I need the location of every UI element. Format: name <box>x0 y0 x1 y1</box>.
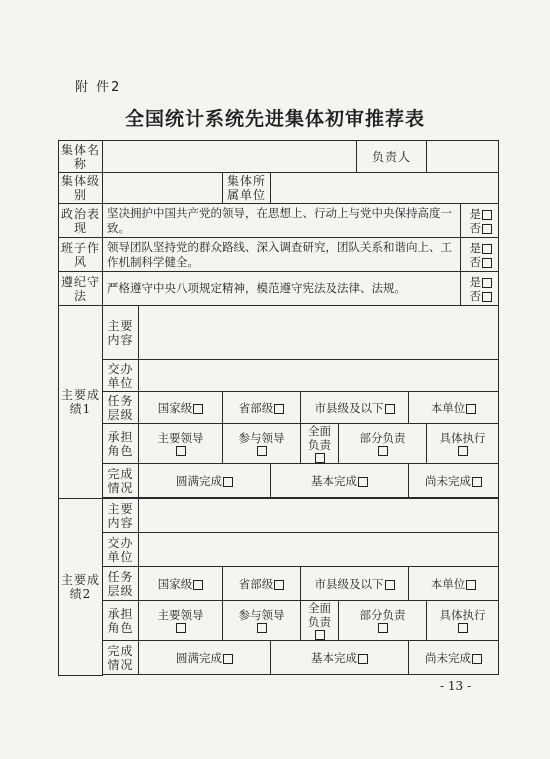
yes-no-checkboxes <box>461 272 499 306</box>
checkbox[interactable] <box>466 404 476 414</box>
achievement-label: 主要成绩2 <box>59 499 103 676</box>
option-label: 部分负责 <box>359 431 406 445</box>
checkbox[interactable] <box>458 623 468 633</box>
role-option[interactable] <box>339 424 427 464</box>
checkbox[interactable] <box>466 580 476 590</box>
checkbox[interactable] <box>193 580 203 590</box>
checkbox[interactable] <box>257 623 267 633</box>
section-label: 遵纪守法 <box>59 272 103 306</box>
option-label: 主要领导 <box>157 608 204 622</box>
assigning-unit-field[interactable] <box>139 360 499 392</box>
checkbox[interactable] <box>385 580 395 590</box>
option-label: 基本完成 <box>311 473 357 488</box>
option-label: 国家级 <box>157 576 193 591</box>
option-label: 具体执行 <box>439 608 486 622</box>
option-label: 具体执行 <box>439 431 486 445</box>
page-number: - 13 - <box>440 679 472 693</box>
collective-name-label: 集体名称 <box>59 141 103 173</box>
checkbox[interactable] <box>482 258 492 268</box>
completion-option[interactable] <box>409 641 499 675</box>
completion-option[interactable] <box>271 464 409 498</box>
task-level-option[interactable] <box>301 567 409 601</box>
role-option[interactable] <box>301 424 339 464</box>
recommendation-form-table <box>58 140 499 676</box>
role-option[interactable] <box>427 424 499 464</box>
main-content-label: 主要内容 <box>103 499 139 533</box>
checkbox[interactable] <box>274 404 284 414</box>
option-label: 国家级 <box>157 400 193 415</box>
yes-no-checkboxes <box>461 238 499 272</box>
yes-no-checkboxes <box>461 204 499 238</box>
collective-level-field[interactable] <box>103 173 223 204</box>
collective-name-field[interactable] <box>103 141 357 173</box>
section-row <box>59 272 499 306</box>
checkbox[interactable] <box>223 477 233 487</box>
checkbox[interactable] <box>472 477 482 487</box>
assigning-unit-label: 交办单位 <box>103 533 139 567</box>
checkbox[interactable] <box>193 404 203 414</box>
completion-option[interactable] <box>409 464 499 498</box>
role-option[interactable] <box>223 601 301 641</box>
checkbox[interactable] <box>315 630 325 640</box>
option-label: 基本完成 <box>311 650 357 665</box>
role-option[interactable] <box>339 601 427 641</box>
section-label: 班子作风 <box>59 238 103 272</box>
task-level-option[interactable] <box>409 567 499 601</box>
section-text: 坚决拥护中国共产党的领导，在思想上、行动上与党中央保持高度一致。 <box>103 204 461 238</box>
completion-option[interactable] <box>271 641 409 675</box>
collective-level-label: 集体级别 <box>59 173 103 204</box>
checkbox[interactable] <box>482 292 492 302</box>
checkbox[interactable] <box>472 654 482 664</box>
option-label: 尚未完成 <box>425 650 471 665</box>
no-label: 否 <box>469 220 482 235</box>
option-label: 市县级及以下 <box>314 576 384 591</box>
checkbox[interactable] <box>482 224 492 234</box>
task-level-option[interactable] <box>139 392 223 424</box>
checkbox[interactable] <box>482 210 492 220</box>
option-label: 省部级 <box>238 400 274 415</box>
affiliated-unit-field[interactable] <box>271 173 499 204</box>
checkbox[interactable] <box>358 477 368 487</box>
attachment-label: 附 件2 <box>75 80 122 95</box>
task-level-option[interactable] <box>139 567 223 601</box>
checkbox[interactable] <box>176 623 186 633</box>
option-label: 全面负责 <box>308 424 331 452</box>
checkbox[interactable] <box>274 580 284 590</box>
checkbox[interactable] <box>378 446 388 456</box>
checkbox[interactable] <box>257 446 267 456</box>
role-option[interactable] <box>139 601 223 641</box>
main-content-label: 主要内容 <box>103 306 139 360</box>
no-label: 否 <box>469 254 482 269</box>
checkbox[interactable] <box>385 404 395 414</box>
option-label: 参与领导 <box>238 608 285 622</box>
yes-label: 是 <box>469 206 482 221</box>
completion-label: 完成情况 <box>103 464 139 498</box>
option-label: 主要领导 <box>157 431 204 445</box>
role-label: 承担角色 <box>103 601 139 641</box>
option-label: 参与领导 <box>238 431 285 445</box>
leader-field[interactable] <box>427 141 499 173</box>
checkbox[interactable] <box>223 654 233 664</box>
achievement-label: 主要成绩1 <box>59 306 103 499</box>
checkbox[interactable] <box>458 446 468 456</box>
no-label: 否 <box>469 288 482 303</box>
role-option[interactable] <box>301 601 339 641</box>
option-label: 市县级及以下 <box>314 400 384 415</box>
checkbox[interactable] <box>176 446 186 456</box>
task-level-option[interactable] <box>223 392 301 424</box>
task-level-label: 任务层级 <box>103 392 139 424</box>
task-level-option[interactable] <box>409 392 499 424</box>
checkbox[interactable] <box>378 623 388 633</box>
section-label: 政治表现 <box>59 204 103 238</box>
section-row <box>59 204 499 238</box>
task-level-option[interactable] <box>301 392 409 424</box>
completion-option[interactable] <box>139 464 271 498</box>
completion-label: 完成情况 <box>103 641 139 675</box>
checkbox[interactable] <box>358 654 368 664</box>
main-content-field[interactable] <box>139 499 499 533</box>
checkbox[interactable] <box>482 278 492 288</box>
option-label: 圆满完成 <box>176 473 222 488</box>
option-label: 尚未完成 <box>425 473 471 488</box>
yes-label: 是 <box>469 274 482 289</box>
option-label: 本单位 <box>430 576 466 591</box>
option-label: 省部级 <box>238 576 274 591</box>
affiliated-unit-label: 集体所属单位 <box>223 173 271 204</box>
role-option[interactable] <box>139 424 223 464</box>
section-text: 严格遵守中央八项规定精神，模范遵守宪法及法律、法规。 <box>103 272 461 306</box>
task-level-option[interactable] <box>223 567 301 601</box>
role-option[interactable] <box>223 424 301 464</box>
form-title: 全国统计系统先进集体初审推荐表 <box>124 108 425 130</box>
option-label: 全面负责 <box>308 601 331 629</box>
option-label: 圆满完成 <box>176 650 222 665</box>
role-option[interactable] <box>427 601 499 641</box>
assigning-unit-label: 交办单位 <box>103 360 139 392</box>
yes-label: 是 <box>469 240 482 255</box>
checkbox[interactable] <box>315 453 325 463</box>
assigning-unit-field[interactable] <box>139 533 499 567</box>
role-label: 承担角色 <box>103 424 139 464</box>
main-content-field[interactable] <box>139 306 499 360</box>
checkbox[interactable] <box>482 244 492 254</box>
section-row <box>59 238 499 272</box>
task-level-label: 任务层级 <box>103 567 139 601</box>
completion-option[interactable] <box>139 641 271 675</box>
section-text: 领导团队坚持党的群众路线、深入调查研究，团队关系和谐向上、工作机制科学健全。 <box>103 238 461 272</box>
option-label: 本单位 <box>430 400 466 415</box>
option-label: 部分负责 <box>359 608 406 622</box>
leader-label: 负责人 <box>357 141 427 173</box>
